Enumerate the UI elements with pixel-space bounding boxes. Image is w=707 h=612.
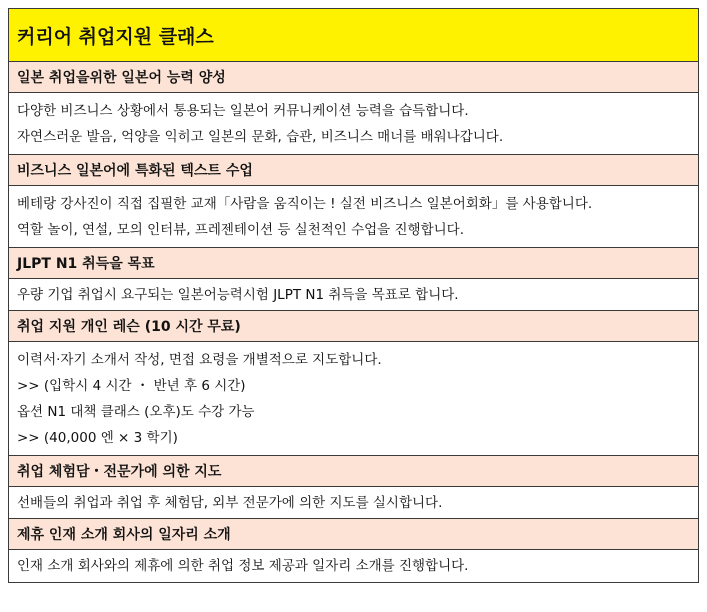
career-class-table (8, 8, 699, 583)
section-body-japanese-ability (9, 93, 698, 155)
section-heading-jlpt: JLPT N1 취득을 목표 (9, 248, 698, 279)
section-body-private-lessons (9, 342, 698, 456)
body-line: 역할 놀이, 연설, 모의 인터뷰, 프레젠테이션 등 실천적인 수업을 진행합니다. (17, 222, 465, 238)
section-heading-private-lessons: 취업 지원 개인 레슨 (10 시간 무료) (9, 311, 698, 342)
body-line: 자연스러운 발음, 억양을 익히고 일본의 문화, 습관, 비즈니스 매너를 배워나갑니다. (17, 129, 504, 145)
section-body-experience-guidance (9, 487, 698, 519)
section-body-job-introduction (9, 550, 698, 582)
section-heading-japanese-ability: 일본 취업을위한 일본어 능력 양성 (9, 62, 698, 93)
section-body-jlpt (9, 279, 698, 311)
body-line: 인재 소개 회사와의 제휴에 의한 취업 정보 제공과 일자리 소개를 진행합니다. (17, 558, 469, 574)
body-line: 다양한 비즈니스 상황에서 통용되는 일본어 커뮤니케이션 능력을 습득합니다. (17, 103, 469, 119)
body-line: 옵션 N1 대책 클래스 (오후)도 수강 가능 (17, 404, 255, 420)
body-line: 우량 기업 취업시 요구되는 일본어능력시험 JLPT N1 취득을 목표로 합니다. (17, 287, 459, 303)
section-body-business-text (9, 186, 698, 248)
body-line: 이력서·자기 소개서 작성, 면접 요령을 개별적으로 지도합니다. (17, 352, 382, 368)
table-title: 커리어 취업지원 클래스 (9, 9, 698, 62)
body-line: 선배들의 취업과 취업 후 체험담, 외부 전문가에 의한 지도를 실시합니다. (17, 495, 443, 511)
section-heading-job-introduction: 제휴 인재 소개 회사의 일자리 소개 (9, 519, 698, 550)
body-line: >> (40,000 엔 × 3 학기) (17, 430, 178, 446)
body-line: >> (입학시 4 시간 ・ 반년 후 6 시간) (17, 378, 246, 394)
section-heading-business-text: 비즈니스 일본어에 특화된 텍스트 수업 (9, 155, 698, 186)
body-line: 베테랑 강사진이 직접 집필한 교재「사람을 움직이는 ! 실전 비즈니스 일본어회화」를 사용합니다. (17, 196, 593, 212)
section-heading-experience-guidance: 취업 체험담・전문가에 의한 지도 (9, 456, 698, 487)
